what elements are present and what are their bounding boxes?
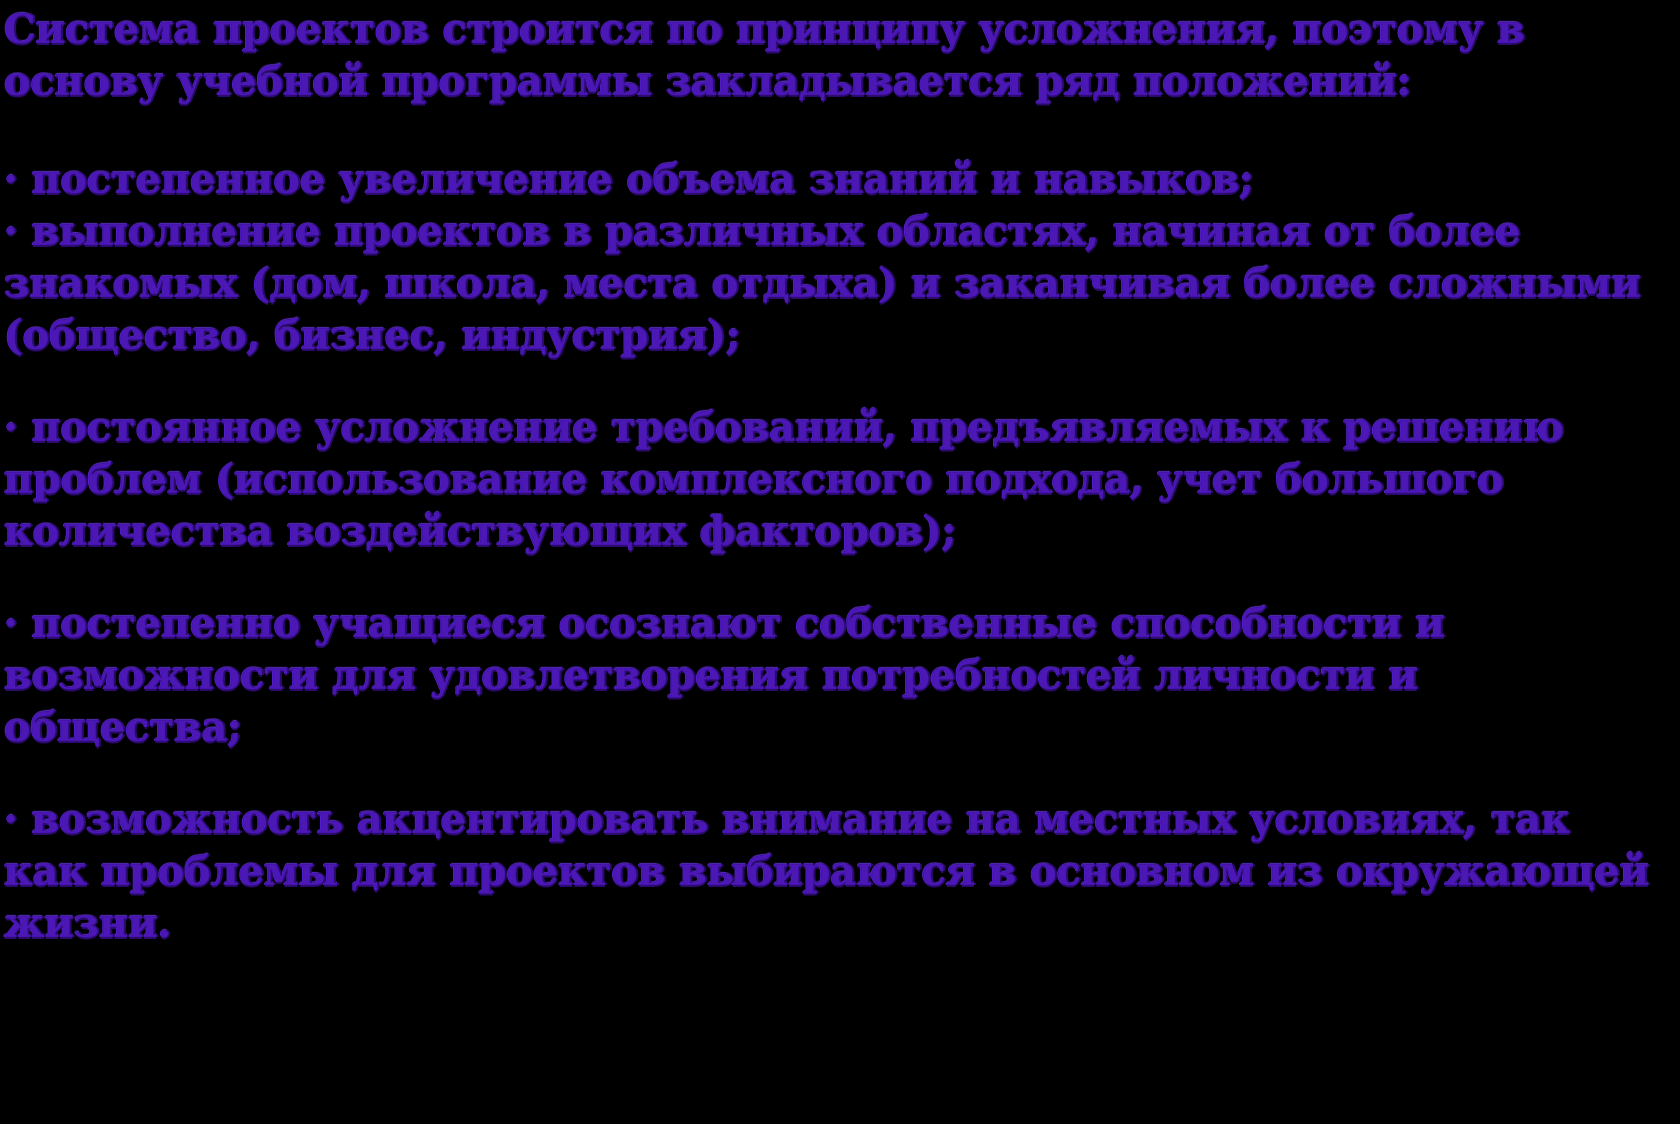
spacer-1 [4,108,1662,154]
bullet-item-4: · постепенно учащиеся осознают собственные способности и возможности для удовлетворения потребностей личности и общества; [4,600,1445,751]
slide-text-content [4,4,1662,950]
bullet-item-5: · возможность акцентировать внимание на местных условиях, так как проблемы для проектов выбираются в основном из окружающей жизни. [4,796,1650,947]
intro-paragraph: Система проектов строится по принципу усложнения, поэтому в основу учебной программы закладывается ряд положений: [4,6,1525,105]
spacer-4 [4,754,1662,794]
bullet-item-3: · постоянное усложнение требований, предъявляемых к решению проблем (использование комплексного подхода, учет большого количества воздействующих факторов); [4,404,1564,555]
bullet-item-2: · выполнение проектов в различных областях, начиная от более знакомых (дом, школа, места отдыха) и заканчивая более сложными (общество, бизнес, индустрия); [4,208,1641,359]
spacer-2 [4,362,1662,402]
spacer-3 [4,558,1662,598]
bullet-item-1: · постепенное увеличение объема знаний и навыков; [4,156,1254,203]
